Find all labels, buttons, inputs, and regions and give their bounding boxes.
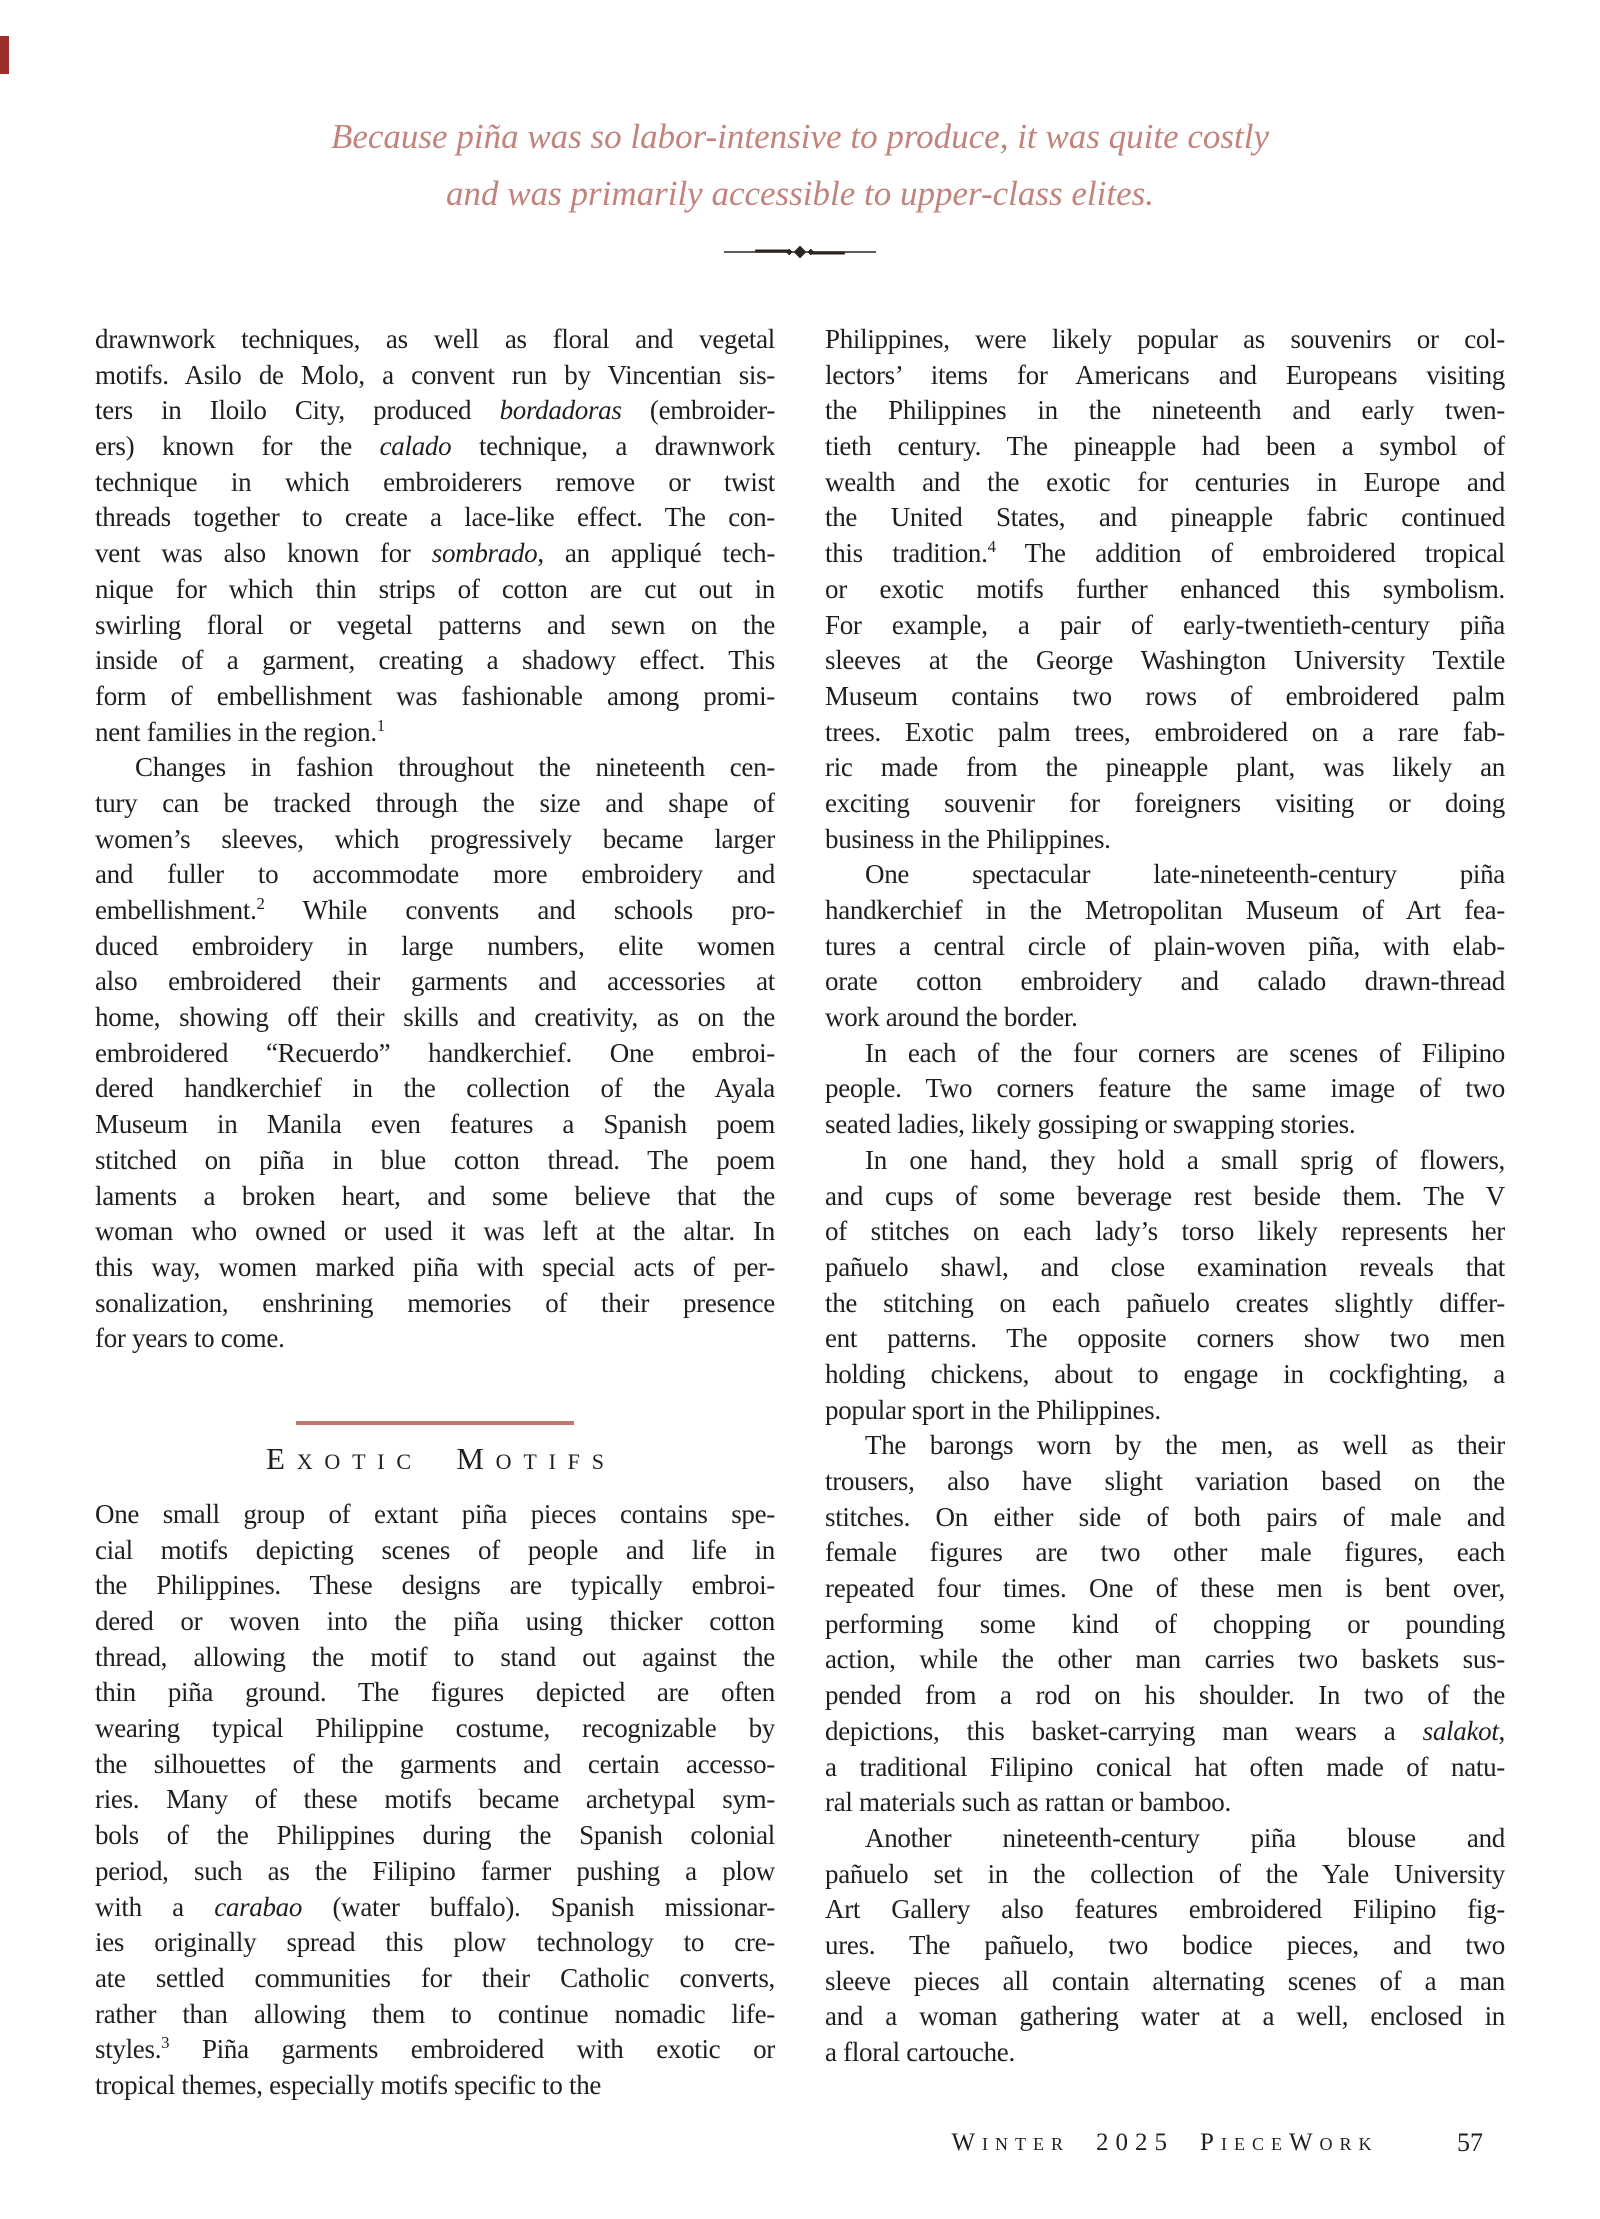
text-line: action, while the other man carries two baskets sus-	[825, 1644, 1505, 1675]
text-line: ters in Iloilo City, produced bordadoras (embroider-	[95, 395, 775, 426]
text-line: this way, women marked piña with special acts of per-	[95, 1251, 775, 1282]
text-line: threads together to create a lace-like effect. The con-	[95, 502, 775, 533]
text-line: handkerchief in the Metropolitan Museum of Art fea-	[825, 895, 1505, 925]
text-line: woman who owned or used it was left at the altar. In	[95, 1216, 775, 1247]
text-line: Philippines, were likely popular as souvenirs or col-	[825, 324, 1505, 354]
text-line: duced embroidery in large numbers, elite women	[95, 930, 775, 961]
text-line: ate settled communities for their Catholic converts,	[95, 1962, 775, 1993]
text-line: home, showing off their skills and creativity, as on the	[95, 1002, 775, 1033]
footer-folio	[825, 2126, 1505, 2160]
text-line: sonalization, enshrining memories of their presence	[95, 1287, 775, 1318]
text-line: In each of the four corners are scenes of Filipino	[865, 1037, 1505, 1068]
text-line: embroidered “Recuerdo” handkerchief. One embroi-	[95, 1037, 775, 1068]
section-heading: Exotic Motifs	[266, 1440, 616, 1476]
footer-season: Winter	[951, 2129, 1071, 2156]
footer-magazine: PieceWork	[1200, 2129, 1379, 2156]
text-line: depictions, this basket-carrying man wears a salakot,	[825, 1715, 1505, 1746]
text-line: form of embellishment was fashionable among promi-	[95, 680, 775, 711]
text-line: lectors’ items for Americans and Europeans visiting	[825, 359, 1505, 390]
text-line: repeated four times. One of these men is bent over,	[825, 1573, 1505, 1604]
text-line: and fuller to accommodate more embroidery and	[95, 859, 775, 890]
text-line: tropical themes, especially motifs specific to the	[95, 2069, 602, 2100]
text-line: holding chickens, about to engage in cockfighting, a	[825, 1358, 1505, 1389]
text-line: tury can be tracked through the size and shape of	[95, 787, 775, 818]
text-line: pended from a rod on his shoulder. In two of the	[825, 1680, 1505, 1711]
text-line: wealth and the exotic for centuries in Europe and	[825, 466, 1505, 497]
text-line: embellishment.$^2$ While convents and schools pro-	[95, 894, 775, 925]
paragraph	[95, 750, 775, 1357]
pull-quote	[0, 108, 1600, 222]
text-line: ries. Many of these motifs became archetypal sym-	[95, 1784, 775, 1815]
text-line: motifs. Asilo de Molo, a convent run by Vincentian sis-	[95, 359, 775, 390]
text-line: exciting souvenir for foreigners visiting or doing	[825, 787, 1505, 818]
ornament-divider	[0, 245, 1600, 263]
column-right	[825, 322, 1505, 2071]
text-line: tieth century. The pineapple had been a symbol of	[825, 431, 1505, 462]
text-line: with a carabao (water buffalo). Spanish missionar-	[95, 1891, 775, 1922]
text-line: Changes in fashion throughout the nineteenth cen-	[135, 752, 775, 783]
text-line: women’s sleeves, which progressively became larger	[95, 823, 775, 854]
text-line: bols of the Philippines during the Spanish colonial	[95, 1820, 775, 1851]
text-line: a floral cartouche.	[825, 2037, 1015, 2067]
paragraph	[825, 857, 1505, 1035]
paragraph	[95, 1497, 775, 2104]
text-line: the Philippines. These designs are typically embroi-	[95, 1570, 775, 1601]
paragraph	[825, 1143, 1505, 1429]
text-line: a traditional Filipino conical hat often made of natu-	[825, 1751, 1505, 1782]
text-line: work around the border.	[825, 1002, 1078, 1033]
text-line: sleeves at the George Washington University Textile	[825, 645, 1505, 676]
text-line: Art Gallery also features embroidered Filipino fig-	[825, 1894, 1505, 1925]
text-line: this tradition.$^4$ The addition of embroidered tropical	[825, 537, 1505, 569]
diamond-divider-icon	[722, 245, 878, 259]
text-line: dered or woven into the piña using thicker cotton	[95, 1606, 775, 1636]
text-line: and a woman gathering water at a well, enclosed in	[825, 2001, 1505, 2032]
text-line: orate cotton embroidery and calado drawn-thread	[825, 966, 1505, 997]
text-line: One spectacular late-nineteenth-century piña	[865, 859, 1505, 890]
pull-quote-line: and was primarily accessible to upper-class elites.	[446, 174, 1154, 213]
text-line: thread, allowing the motif to stand out against the	[95, 1641, 775, 1672]
page-edge-mark	[0, 36, 9, 74]
text-line: dered handkerchief in the collection of the Ayala	[95, 1073, 775, 1104]
text-line: the stitching on each pañuelo creates slightly differ-	[825, 1287, 1505, 1318]
text-line: the United States, and pineapple fabric continued	[825, 502, 1505, 533]
text-line: pañuelo shawl, and close examination reveals that	[825, 1251, 1505, 1282]
text-line: female figures are two other male figures, each	[825, 1537, 1505, 1568]
text-line: trees. Exotic palm trees, embroidered on a rare fab-	[825, 716, 1505, 747]
text-line: vent was also known for sombrado, an appliqué tech-	[95, 538, 775, 569]
paragraph	[95, 322, 775, 750]
paragraph	[825, 322, 1505, 857]
text-line: stitches. On either side of both pairs of male and	[825, 1501, 1505, 1532]
text-line: seated ladies, likely gossiping or swapping stories.	[825, 1109, 1356, 1140]
text-line: ral materials such as rattan or bamboo.	[825, 1787, 1231, 1818]
text-line: nent families in the region.$^1$	[95, 715, 385, 747]
text-line: tures a central circle of plain-woven piña, with elab-	[825, 930, 1505, 961]
text-line: ies originally spread this plow technology to cre-	[95, 1927, 775, 1958]
text-line: ent patterns. The opposite corners show two men	[825, 1323, 1505, 1354]
paragraph	[825, 1036, 1505, 1143]
text-line: also embroidered their garments and accessories at	[95, 966, 775, 997]
text-line: The barongs worn by the men, as well as their	[865, 1430, 1505, 1461]
text-line: for years to come.	[95, 1323, 285, 1354]
text-line: thin piña ground. The figures depicted are often	[95, 1677, 775, 1708]
pull-quote-line: Because piña was so labor-intensive to produce, it was quite costly	[330, 117, 1269, 156]
text-line: technique in which embroiderers remove or twist	[95, 466, 775, 497]
text-line: sleeve pieces all contain alternating scenes of a man	[825, 1965, 1505, 1996]
text-line: popular sport in the Philippines.	[825, 1394, 1161, 1425]
text-line: of stitches on each lady’s torso likely represents her	[825, 1216, 1505, 1247]
text-line: One small group of extant piña pieces contains spe-	[95, 1498, 775, 1529]
text-line: styles.$^3$ Piña garments embroidered with exotic or	[95, 2033, 775, 2065]
text-line: ures. The pañuelo, two bodice pieces, and two	[825, 1929, 1505, 1960]
text-line: trousers, also have slight variation based on the	[825, 1466, 1505, 1496]
footer-year: 2025	[1096, 2129, 1175, 2156]
text-line: Another nineteenth-century piña blouse and	[865, 1822, 1505, 1853]
text-line: inside of a garment, creating a shadowy effect. This	[95, 645, 775, 676]
text-line: performing some kind of chopping or pounding	[825, 1608, 1505, 1639]
text-line: people. Two corners feature the same image of two	[825, 1073, 1505, 1104]
text-line: period, such as the Filipino farmer pushing a plow	[95, 1855, 775, 1886]
text-line: business in the Philippines.	[825, 823, 1111, 854]
text-line: stitched on piña in blue cotton thread. The poem	[95, 1144, 775, 1175]
text-line: or exotic motifs further enhanced this symbolism.	[825, 573, 1505, 604]
text-line: swirling floral or vegetal patterns and sewn on the	[95, 609, 775, 640]
text-line: pañuelo set in the collection of the Yale University	[825, 1858, 1505, 1889]
text-line: laments a broken heart, and some believe that the	[95, 1180, 775, 1211]
text-line: For example, a pair of early-twentieth-century piña	[825, 609, 1505, 640]
text-line: ric made from the pineapple plant, was likely an	[825, 752, 1505, 783]
text-line: Museum contains two rows of embroidered palm	[825, 680, 1505, 711]
paragraph	[825, 1428, 1505, 1821]
page-number: 57	[1457, 2128, 1483, 2157]
text-line: In one hand, they hold a small sprig of flowers,	[865, 1144, 1505, 1175]
text-line: rather than allowing them to continue nomadic life-	[95, 1998, 775, 2029]
text-line: nique for which thin strips of cotton are cut out in	[95, 573, 775, 604]
text-line: and cups of some beverage rest beside them. The V	[825, 1180, 1505, 1211]
paragraph	[825, 1821, 1505, 2071]
column-left	[95, 322, 775, 2104]
text-line: ers) known for the calado technique, a drawnwork	[95, 431, 775, 462]
text-line: drawnwork techniques, as well as floral and vegetal	[95, 324, 775, 354]
text-line: Museum in Manila even features a Spanish poem	[95, 1109, 775, 1140]
text-line: wearing typical Philippine costume, recognizable by	[95, 1713, 775, 1744]
section-rule	[296, 1421, 574, 1425]
text-line: cial motifs depicting scenes of people and life in	[95, 1534, 775, 1565]
text-line: the silhouettes of the garments and certain accesso-	[95, 1748, 775, 1779]
text-line: the Philippines in the nineteenth and early twen-	[825, 395, 1505, 426]
